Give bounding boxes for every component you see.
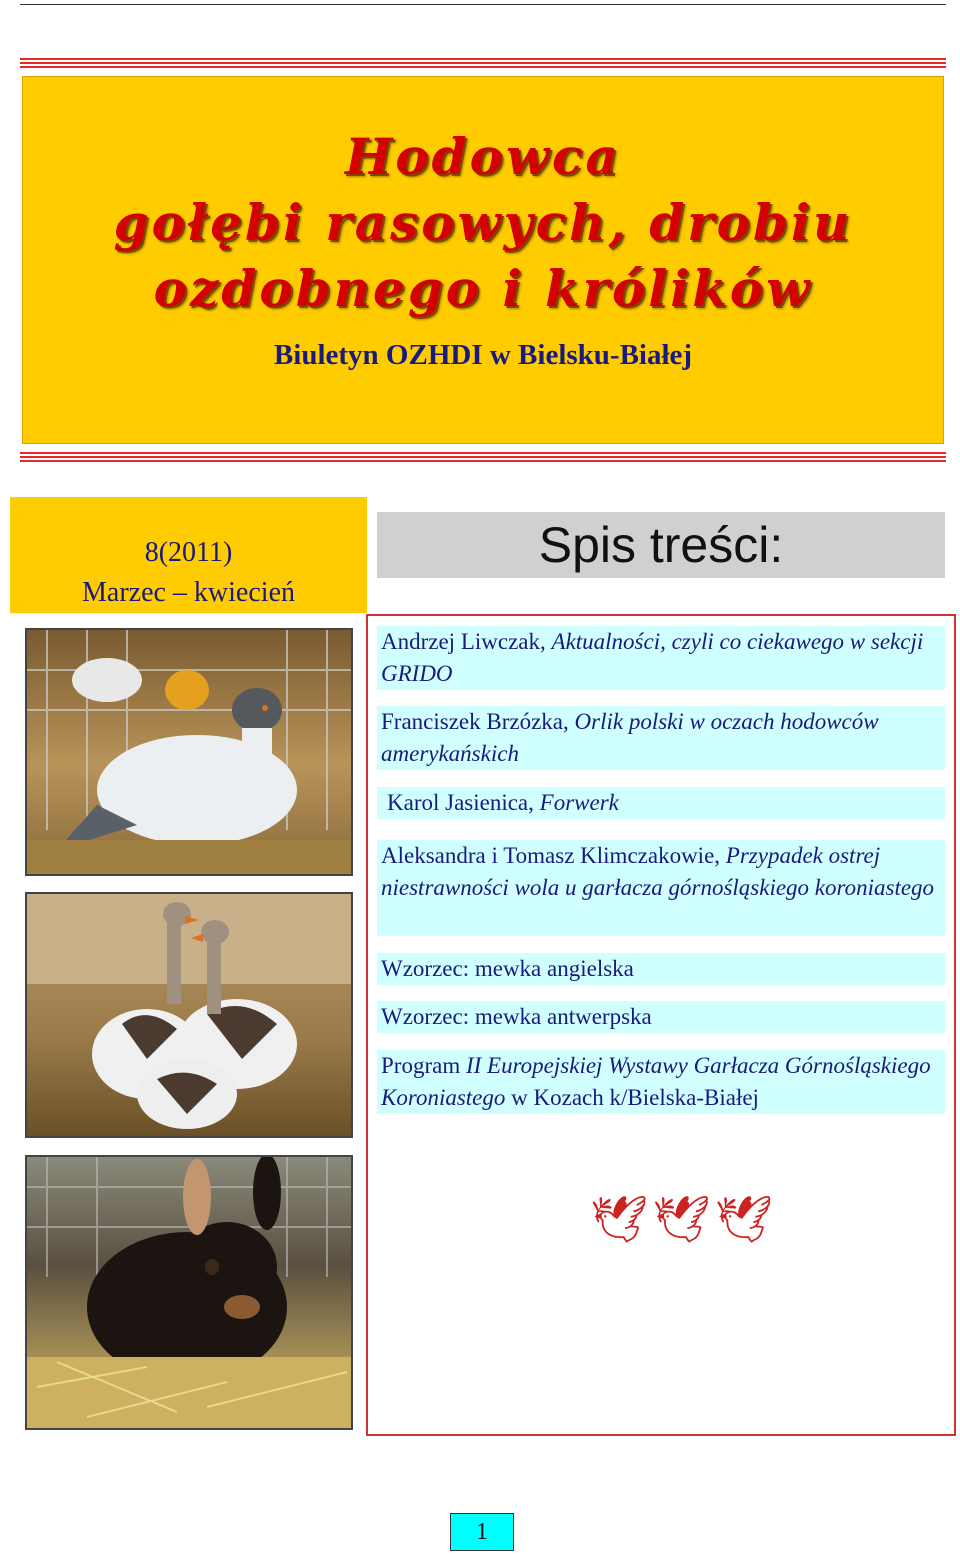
title-line-3: ozdobnego i królików bbox=[153, 259, 813, 318]
toc-heading-text: Spis treści: bbox=[538, 517, 784, 573]
toc-item[interactable]: Franciszek Brzózka, Orlik polski w oczach hodowców amerykańskich bbox=[377, 706, 945, 770]
toc-heading bbox=[377, 512, 945, 578]
header-stripe-top bbox=[20, 58, 946, 70]
dove-icons: 🕊🕊🕊 bbox=[590, 1192, 778, 1246]
toc-item[interactable]: Aleksandra i Tomasz Klimczakowie, Przypadek ostrej niestrawności wola u garłacza górnośląskiego koroniastego bbox=[377, 840, 945, 936]
toc-item[interactable]: Andrzej Liwczak, Aktualności, czyli co ciekawego w sekcji GRIDO bbox=[377, 626, 945, 690]
toc-item[interactable]: Wzorzec: mewka antwerpska bbox=[377, 1001, 945, 1033]
issue-box bbox=[10, 497, 367, 613]
page-number: 1 bbox=[450, 1513, 514, 1551]
toc-item[interactable]: Karol Jasienica, Forwerk bbox=[377, 787, 945, 819]
top-rule bbox=[20, 4, 946, 5]
pigeon-photo bbox=[25, 628, 353, 876]
header-stripe-bottom bbox=[20, 452, 946, 464]
issue-months: Marzec – kwiecień bbox=[82, 577, 295, 608]
header-banner bbox=[22, 76, 944, 444]
rabbit-photo bbox=[25, 1155, 353, 1430]
toc-item[interactable]: Wzorzec: mewka angielska bbox=[377, 953, 945, 985]
title-line-1: Hodowca bbox=[345, 127, 621, 186]
subtitle: Biuletyn OZHDI w Bielsku-Białej bbox=[273, 339, 693, 371]
title-line-2: gołębi rasowych, drobiu bbox=[113, 193, 853, 252]
toc-item[interactable]: Program II Europejskiej Wystawy Garłacza Górnośląskiego Koroniastego w Kozach k/Bielska-Białej bbox=[377, 1050, 945, 1114]
issue-number: 8(2011) bbox=[144, 537, 233, 568]
geese-photo bbox=[25, 892, 353, 1138]
